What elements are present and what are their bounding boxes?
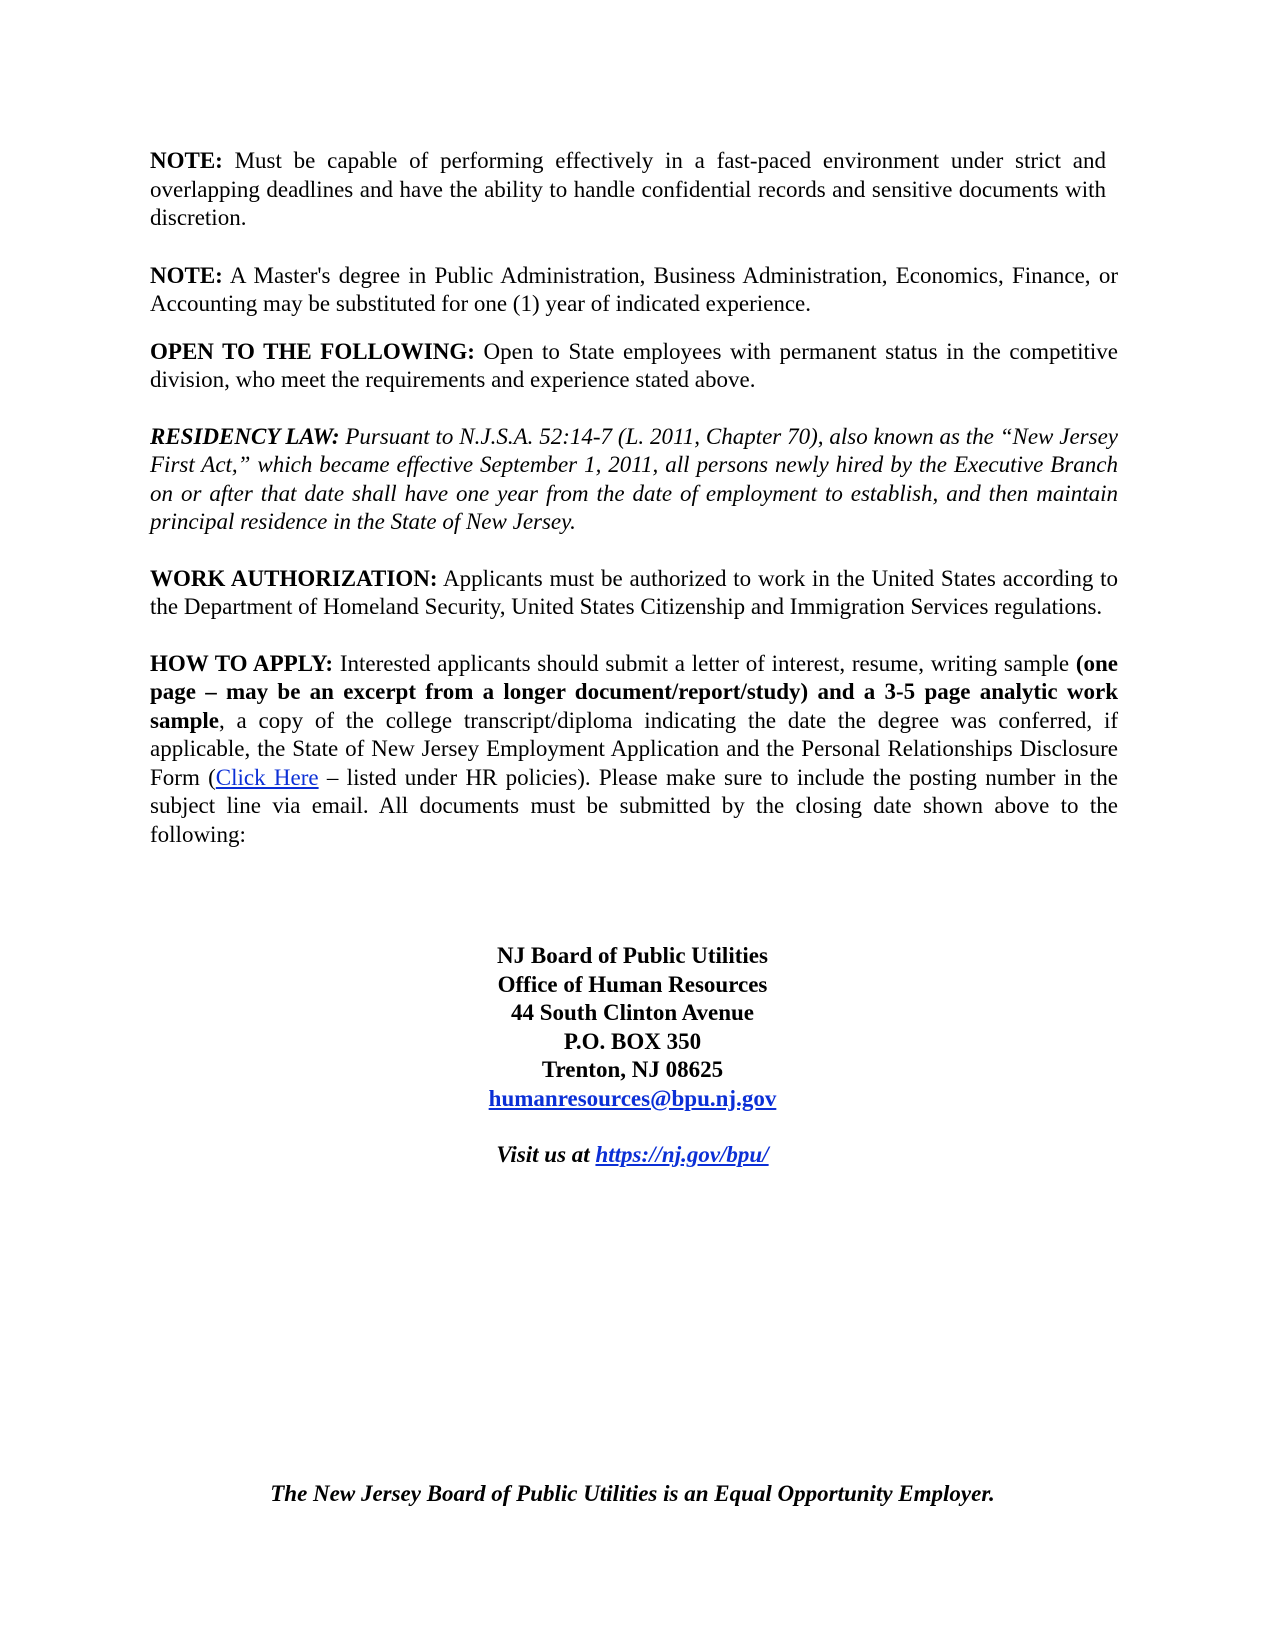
note-1-label: NOTE:	[150, 148, 223, 173]
note-2-text: A Master's degree in Public Administration, Business Administration, Economics, Finance, or Accounting may be substituted for one (1) year of indicated experience.	[150, 262, 1118, 316]
residency-law-paragraph	[150, 423, 1118, 537]
address-line-street: 44 South Clinton Avenue	[510, 1000, 755, 1025]
note-paragraph-2	[150, 262, 1118, 319]
email-link[interactable]: humanresources@bpu.nj.gov	[488, 1085, 777, 1111]
visit-label: Visit us at	[496, 1142, 596, 1167]
how-to-apply-paragraph	[150, 650, 1118, 850]
click-here-link[interactable]: Click Here	[215, 764, 319, 790]
note-paragraph-1	[150, 147, 1106, 233]
open-to-paragraph	[150, 338, 1118, 395]
open-to-label: OPEN TO THE FOLLOWING:	[150, 338, 475, 364]
document-body	[150, 147, 1118, 849]
open-to-text: Open to State employees with permanent status in the competitive division, who meet the requirements and experience stated above.	[150, 338, 1118, 392]
how-to-apply-text-3: – listed under HR policies). Please make sure to include the posting number in the subject line via email. All documents must be submitted by the closing date shown above to the following:	[150, 764, 1119, 847]
how-to-apply-text-1: Interested applicants should submit a letter of interest, resume, writing sample	[333, 650, 1076, 676]
work-authorization-label: WORK AUTHORIZATION:	[150, 565, 438, 591]
email-line	[0, 1085, 1265, 1114]
how-to-apply-label: HOW TO APPLY:	[150, 650, 334, 676]
note-2-label: NOTE:	[150, 262, 223, 288]
website-link[interactable]: https://nj.gov/bpu/	[595, 1142, 769, 1167]
address-line-po-box: P.O. BOX 350	[563, 1028, 702, 1054]
address-line-office: Office of Human Resources	[497, 971, 768, 997]
work-authorization-paragraph	[150, 565, 1118, 622]
residency-law-text: Pursuant to N.J.S.A. 52:14-7 (L. 2011, Chapter 70), also known as the “New Jersey First Act,” which became effective September 1, 2011, all persons newly hired by the Executive Branch on or after that date shall have one year from the date of employment to establish, and then maintain principal residence in the State of New Jersey.	[150, 423, 1118, 534]
how-to-apply-bold-requirements: (one page – may be an excerpt from a longer document/report/study) and a 3-5 page analytic work sample	[150, 650, 1119, 733]
how-to-apply-text-2: , a copy of the college transcript/diploma indicating the date the degree was conferred, if applicable, the State of New Jersey Employment Application and the Personal Relationships Disclosure Form (	[150, 707, 1118, 790]
visit-line	[0, 1141, 1265, 1170]
residency-law-label: RESIDENCY LAW:	[150, 423, 340, 449]
equal-opportunity-footer: The New Jersey Board of Public Utilities is an Equal Opportunity Employer.	[270, 1481, 995, 1506]
mailing-address-block	[0, 942, 1265, 1170]
address-line-organization: NJ Board of Public Utilities	[497, 943, 768, 968]
address-line-city: Trenton, NJ 08625	[541, 1057, 724, 1082]
work-authorization-text: Applicants must be authorized to work in the United States according to the Department of Homeland Security, United States Citizenship and Immigration Services regulations.	[150, 565, 1118, 619]
note-1-text: Must be capable of performing effectively in a fast-paced environment under strict and overlapping deadlines and have the ability to handle confidential records and sensitive documents with discretion.	[150, 148, 1106, 230]
